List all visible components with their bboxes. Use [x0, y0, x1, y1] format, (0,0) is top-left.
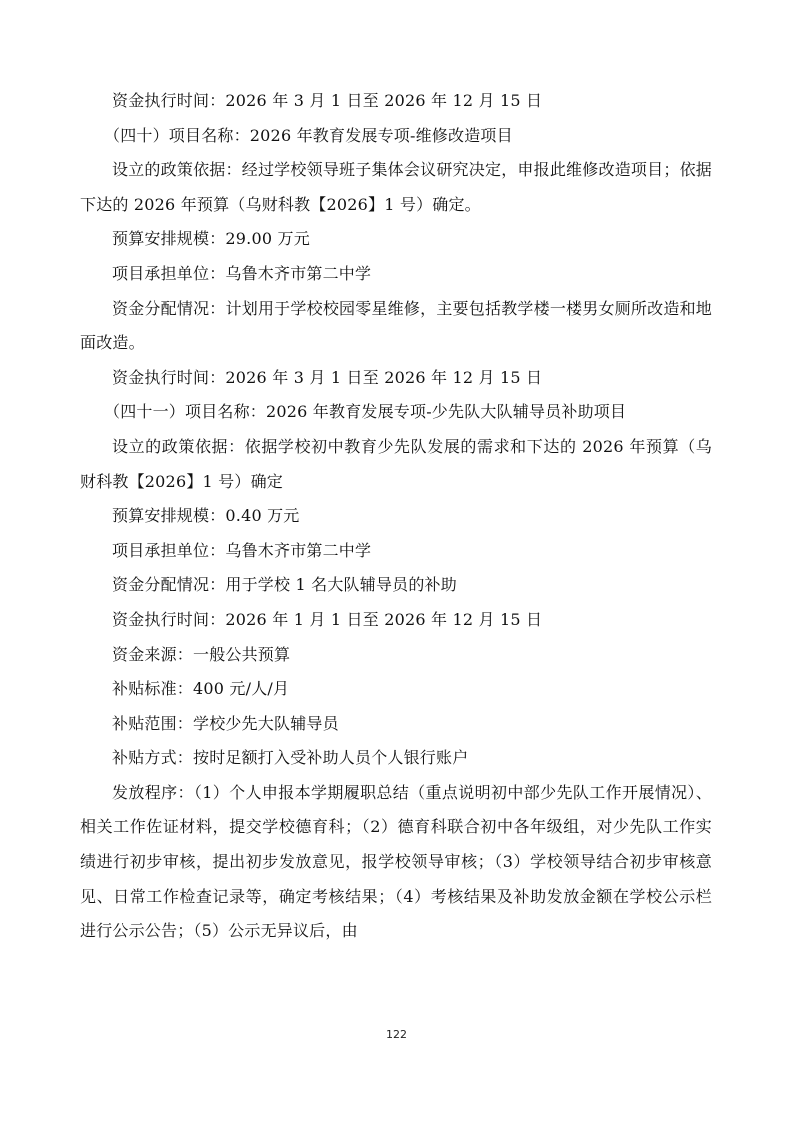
- paragraph-subsidy-method: 补贴方式：按时足额打入受补助人员个人银行账户: [112, 748, 469, 768]
- paragraph-distribution-procedure: 发放程序：（1）个人申报本学期履职总结（重点说明初中部少先队工作开展情况）、相关工作佐证材料，提交学校德育科；（2）德育科联合初中各年级组，对少先队工作实绩进行初步审核，提出初步发放意见，报学校领导审核；（3）学校领导结合初步审核意见、日常工作检查记录等，确定考核结果；（4）考核结果及补助发放金额在学校公示栏进行公示公告；（5）公示无异议后，由: [80, 782, 712, 941]
- paragraph-fund-allocation-1: 资金分配情况：计划用于学校校园零星维修，主要包括教学楼一楼男女厕所改造和地面改造。: [80, 298, 712, 353]
- paragraph-policy-basis-1: 设立的政策依据：经过学校领导班子集体会议研究决定，申报此维修改造项目；依据下达的 2026 年预算（乌财科教【2026】1 号）确定。: [80, 160, 712, 214]
- paragraph-undertaking-unit-2: 项目承担单位：乌鲁木齐市第二中学: [112, 540, 372, 560]
- paragraph-undertaking-unit-1: 项目承担单位：乌鲁木齐市第二中学: [112, 263, 372, 283]
- paragraph-subsidy-scope: 补贴范围：学校少先大队辅导员: [112, 713, 339, 733]
- paragraph-fund-execution-time-3: 资金执行时间：2026 年 1 月 1 日至 2026 年 12 月 15 日: [112, 609, 543, 629]
- paragraph-policy-basis-2: 设立的政策依据：依据学校初中教育少先队发展的需求和下达的 2026 年预算（乌财科教【2026】1 号）确定: [80, 436, 712, 491]
- paragraph-budget-scale-2: 预算安排规模：0.40 万元: [112, 506, 300, 526]
- paragraph-fund-allocation-2: 资金分配情况：用于学校 1 名大队辅导员的补助: [112, 575, 457, 595]
- paragraph-subsidy-standard: 补贴标准：400 元/人/月: [112, 679, 290, 699]
- paragraph-fund-execution-time-2: 资金执行时间：2026 年 3 月 1 日至 2026 年 12 月 15 日: [112, 367, 543, 387]
- paragraph-budget-scale-1: 预算安排规模：29.00 万元: [112, 229, 310, 249]
- paragraph-project-40-name: （四十）项目名称：2026 年教育发展专项-维修改造项目: [104, 125, 513, 145]
- page-number: 122: [386, 1028, 407, 1041]
- paragraph-project-41-name: （四十一）项目名称：2026 年教育发展专项-少先队大队辅导员补助项目: [104, 402, 627, 422]
- paragraph-fund-source: 资金来源：一般公共预算: [112, 644, 291, 664]
- document-body: [80, 84, 712, 949]
- paragraph-fund-execution-time-1: 资金执行时间：2026 年 3 月 1 日至 2026 年 12 月 15 日: [112, 91, 543, 110]
